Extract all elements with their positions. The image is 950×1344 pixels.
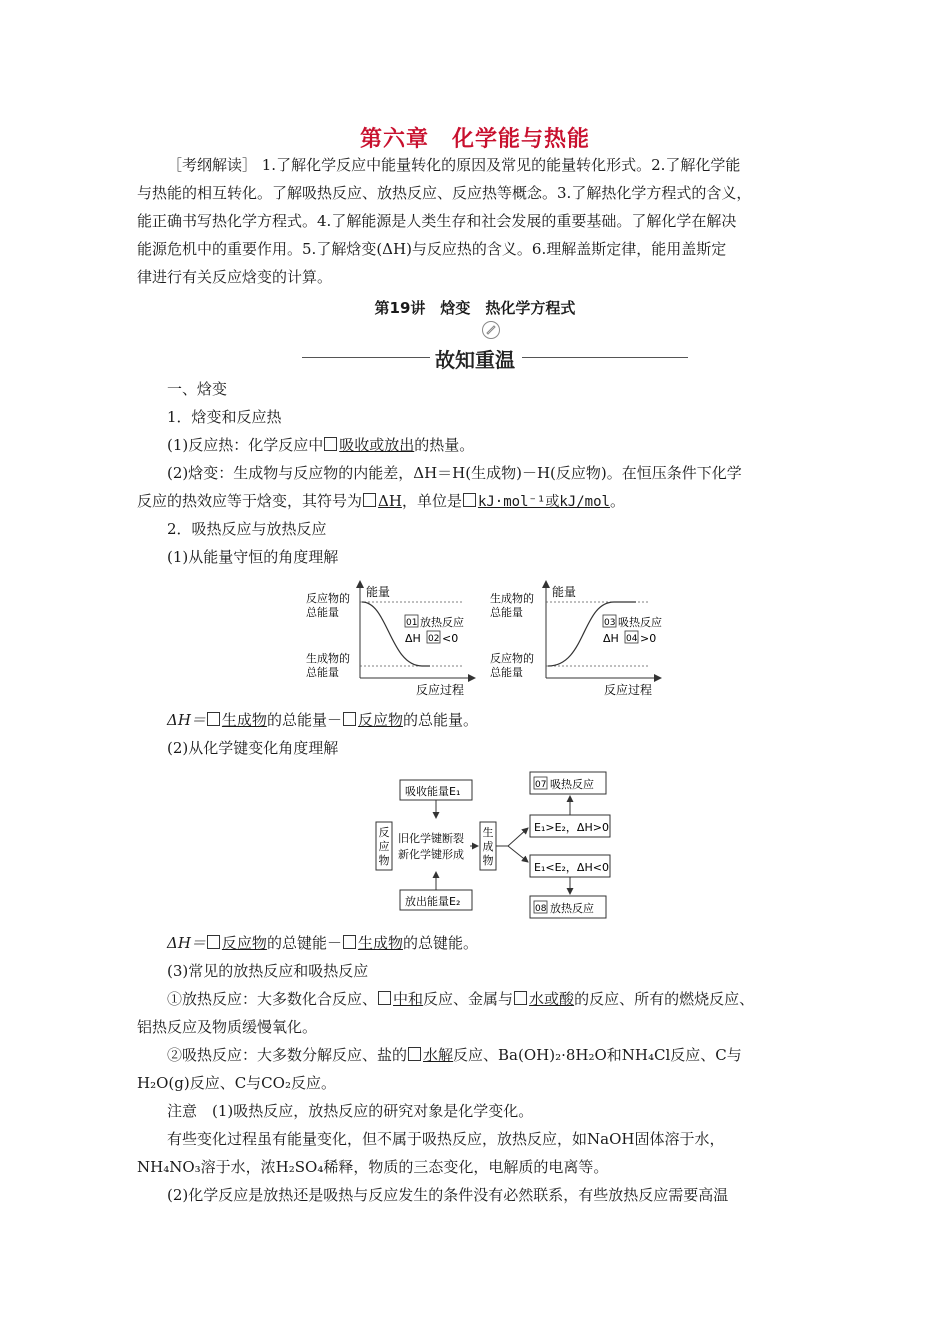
x-axis-label: 反应过程 [604,683,653,697]
answer-box [207,712,220,726]
heading-energy-conservation: (1)从能量守恒的角度理解 [167,548,339,566]
pencil-icon [481,320,501,340]
answer-text: 吸热反应 [550,778,594,791]
syllabus-line: 律进行有关反应焓变的计算。 [137,268,333,286]
answer-text: kJ·mol⁻¹或kJ/mol [477,494,610,510]
heading-endo-exo: 2．吸热反应与放热反应 [167,520,327,538]
answer-number: 01 [406,618,418,628]
answer-box [207,935,220,949]
text: 。 [609,492,625,510]
answer-number: 03 [604,618,616,628]
condition-gt-label: E₁>E₂，ΔH>0 [534,821,609,834]
equation-bond-energy [167,933,478,953]
char: 应 [378,840,390,853]
note-1: 注意 (1)吸热反应，放热反应的研究对象是化学变化。 [167,1102,534,1120]
absorb-energy-label: 吸收能量E₁ [405,785,461,798]
paragraph-enthalpy-b [137,491,625,512]
text: 的总能量。 [402,711,478,729]
x-axis-label: 反应过程 [416,683,465,697]
delta-h-label: ΔH [603,632,619,645]
answer-text: 水解 [423,1046,454,1064]
delta-h-label: ΔH [405,632,421,645]
text: ΔH＝ [167,711,206,729]
paragraph-enthalpy-a: (2)焓变：生成物与反应物的内能差，ΔH＝H(生成物)－H(反应物)。在恒压条件下化学 [167,464,742,482]
heading-bond-change: (2)从化学键变化角度理解 [167,739,339,757]
condition-lt-label: E₁<E₂，ΔH<0 [534,861,609,874]
heading-common-reactions: (3)常见的放热反应和吸热反应 [167,962,369,980]
answer-text: 中和 [393,990,424,1008]
text: 反应、Ba(OH)₂·8H₂O和NH₄Cl反应、C与 [453,1046,742,1064]
note-2a: 有些变化过程虽有能量变化，但不属于吸热反应，放热反应，如NaOH固体溶于水， [167,1130,725,1148]
char: 物 [378,854,390,867]
energy-curve [548,602,636,666]
answer-text: 吸热反应 [618,616,662,629]
answer-text: 生成物 [221,711,267,729]
answer-box [363,493,376,507]
chapter-title: 第六章 化学能与热能 [359,127,590,152]
reactant-char [379,839,390,853]
char: 反 [378,826,390,839]
text: 的反应、所有的燃烧反应、 [574,990,755,1008]
reactant-char [379,853,390,867]
reactant-energy-label: 反应物的 [306,592,350,605]
equation-total-energy [167,710,478,730]
product-energy-label: 生成物的 [490,592,534,605]
text: ΔH＝ [167,934,206,952]
reactant-energy-label: 反应物的 [490,652,534,665]
endothermic-energy-diagram [486,578,662,700]
answer-text: 放热反应 [420,616,464,629]
answer-box [378,991,391,1005]
bond-form-label: 新化学键形成 [398,848,464,861]
answer-text: >0 [640,632,657,645]
answer-box [408,1047,421,1061]
answer-text: 水或酸 [529,990,575,1008]
product-energy-label: 生成物的 [306,652,350,665]
lesson-title: 第19讲 焓变 热化学方程式 [374,299,576,317]
section-rule-right [522,357,688,358]
product-char: 物 [482,854,494,867]
answer-text: 吸收或放出 [339,436,415,454]
syllabus-line: 能源危机中的重要作用。5.了解焓变(ΔH)与反应热的含义。6.理解盖斯定律，能用盖斯定 [137,240,727,258]
paragraph-endothermic-a [167,1045,742,1065]
branch-down [508,846,528,862]
text: 的热量。 [414,436,475,454]
release-energy-label: 放出能量E₂ [405,895,461,908]
answer-number: 08 [535,904,547,914]
text: 的总能量－ [266,711,342,729]
answer-box [463,493,476,507]
answer-box [514,991,527,1005]
text: (1)反应热：化学反应中 [167,436,324,454]
paragraph-exothermic-a [167,989,754,1009]
syllabus-line: 与热能的相互转化。了解吸热反应、放热反应、反应热等概念。3.了解热化学方程式的含义， [137,184,752,202]
answer-number: 07 [535,780,547,790]
heading-enthalpy-heat: 1．焓变和反应热 [167,408,282,426]
text: 的总键能。 [402,934,478,952]
text: 反应、金属与 [423,990,514,1008]
product-energy-label: 总能量 [490,606,523,619]
text: ②吸热反应：大多数分解反应、盐的 [167,1046,408,1064]
answer-text: 生成物 [357,934,403,952]
answer-text: 反应物 [357,711,403,729]
heading-enthalpy: 一、焓变 [167,380,228,398]
branch-up [508,828,528,846]
answer-box [343,935,356,949]
syllabus-line: ［考纲解读］ 1.了解化学反应中能量转化的原因及常见的能量转化形式。2.了解化学能 [167,156,741,174]
syllabus-line: 能正确书写热化学方程式。4.了解能源是人类生存和社会发展的重要基础。了解化学在解决 [137,212,737,230]
text: 的总键能－ [266,934,342,952]
product-char: 生 [482,826,494,839]
reactant-char [379,826,390,839]
answer-text: 放热反应 [550,902,594,915]
answer-number: 02 [428,634,440,644]
answer-text: 反应物 [221,934,267,952]
answer-box [343,712,356,726]
product-char: 成 [482,840,494,853]
note-3: (2)化学反应是放热还是吸热与反应发生的条件没有必然联系，有些放热反应需要高温 [167,1186,729,1204]
reactant-energy-label: 总能量 [306,606,339,619]
section-header: 故知重温 [435,348,515,372]
paragraph-endothermic-b: H₂O(g)反应、C与CO₂反应。 [137,1074,336,1092]
y-axis-label: 能量 [552,585,577,599]
exothermic-energy-diagram [300,578,476,700]
answer-text: ΔH [378,492,402,510]
bond-energy-flow-diagram [370,770,620,920]
reactant-energy-label: 总能量 [490,666,523,679]
text: ①放热反应：大多数化合反应、 [167,990,378,1008]
answer-text: <0 [442,632,459,645]
text: ，单位是 [401,492,462,510]
text: 反应的热效应等于焓变，其符号为 [137,492,363,510]
y-axis-label: 能量 [366,585,391,599]
answer-box [324,437,337,451]
note-2b: NH₄NO₃溶于水，浓H₂SO₄稀释，物质的三态变化，电解质的电离等。 [137,1158,609,1176]
paragraph-exothermic-b: 铝热反应及物质缓慢氧化。 [137,1018,318,1036]
product-energy-label: 总能量 [306,666,339,679]
answer-number: 04 [626,634,638,644]
bond-break-label: 旧化学键断裂 [398,832,464,845]
paragraph-reaction-heat [167,435,474,455]
